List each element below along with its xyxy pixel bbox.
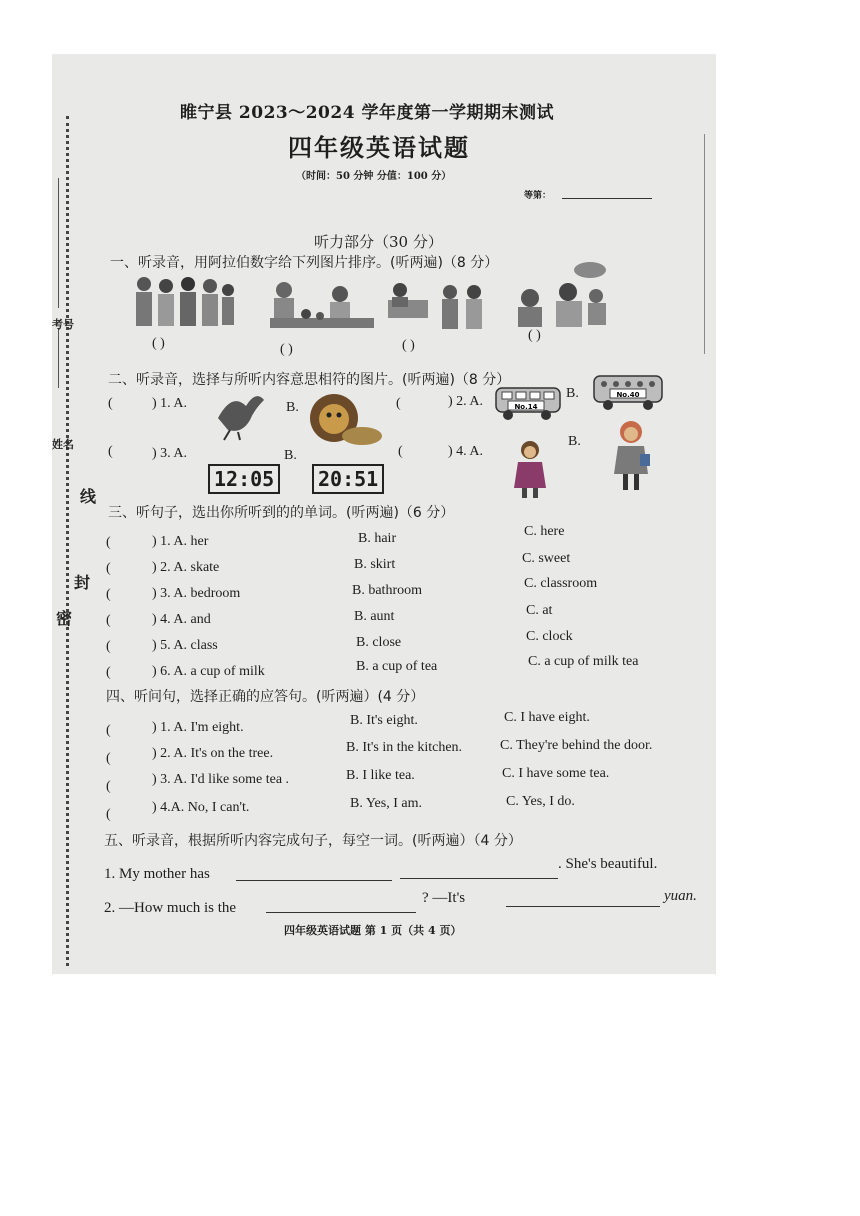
answer-paren[interactable]: ( [106,561,111,576]
option-a: ) 4.A. No, I can't. [152,800,250,815]
option-c: C. at [526,603,553,618]
option-label: B. [566,386,579,401]
sentence-2-middle: ? —It's [422,890,466,906]
bird-icon [212,388,268,442]
option-c: C. I have some tea. [502,766,610,781]
exam-page [52,54,716,974]
option-a: ) 1. A. I'm eight. [152,720,244,735]
option-a: ) 5. A. class [152,638,218,653]
fill-blank-2a[interactable] [266,912,416,913]
option-a: ) 3. A. I'd like some tea . [152,772,290,787]
option-a: ) 4. A. and [152,612,211,627]
section-3-title: 三、听句子，选出你所听到的的单词。(听两遍)（6 分） [108,505,455,521]
answer-paren[interactable]: ( [106,723,111,738]
section-1-title: 一、听录音，用阿拉伯数字给下列图片排序。(听两遍)（8 分） [110,255,499,271]
answer-blank-4[interactable]: ( ) [528,328,541,343]
answer-paren[interactable]: ( [108,444,113,459]
option-a: ) 2. A. It's on the tree. [152,746,274,761]
bus-b-number: No.40 [616,391,640,399]
score-label: 等第： [524,191,552,201]
margin-label-seal: 封 [74,573,91,592]
option-b: B. close [356,635,402,650]
lion-icon [304,392,382,448]
sentence-1-start: 1. My mother has [104,866,210,882]
option-a: ) 6. A. a cup of milk [152,664,265,679]
option-label: B. [284,448,297,463]
picture-1-people-icon [130,272,236,330]
clock-b-display: 20:51 [312,464,384,494]
option-b: B. I like tea. [346,768,415,783]
answer-paren[interactable]: ( [106,639,111,654]
answer-blank-3[interactable]: ( ) [402,338,415,353]
answer-paren[interactable]: ( [106,535,111,550]
answer-paren[interactable]: ( [106,613,111,628]
option-b: B. a cup of tea [356,659,438,674]
answer-blank-1[interactable]: ( ) [152,336,165,351]
question-number: ) 3. A. [152,446,187,461]
sentence-2-end: yuan. [664,888,697,904]
option-a: ) 1. A. her [152,534,209,549]
answer-paren[interactable]: ( [106,779,111,794]
sentence-2-start: 2. —How much is the [104,900,237,916]
option-label: B. [286,400,299,415]
picture-3-shop-icon [386,280,494,332]
girl-a-icon [510,438,550,500]
option-c: C. here [524,524,565,539]
margin-label-name: 姓名 [52,438,74,451]
option-b: B. It's in the kitchen. [346,740,463,755]
option-c: C. sweet [522,551,571,566]
clock-a-display: 12:05 [208,464,280,494]
exam-info: （时间：50 分钟 分值：100 分） [296,171,452,182]
bus-b-icon [590,372,666,414]
binding-rule [58,178,59,308]
answer-paren[interactable]: ( [108,396,113,411]
option-b: B. aunt [354,609,395,624]
answer-paren[interactable]: ( [106,807,111,822]
question-number: ) 4. A. [448,444,483,459]
answer-paren[interactable]: ( [106,665,111,680]
option-a: ) 3. A. bedroom [152,586,241,601]
option-c: C. clock [526,629,573,644]
answer-paren[interactable]: ( [106,751,111,766]
section-2-title: 二、听录音，选择与所听内容意思相符的图片。(听两遍)（8 分） [108,372,511,388]
option-b: B. hair [358,531,397,546]
option-c: C. I have eight. [504,710,590,725]
fill-blank-1a[interactable] [236,880,392,881]
question-number: ) 2. A. [448,394,483,409]
score-blank[interactable] [562,198,652,199]
answer-paren[interactable]: ( [398,444,403,459]
binding-rule [58,328,59,388]
margin-label-secret: 密 [56,609,73,628]
fill-blank-2b[interactable] [506,906,660,907]
option-c: C. They're behind the door. [500,738,653,753]
option-c: C. Yes, I do. [506,794,575,809]
girl-b-icon [610,418,652,494]
option-a: ) 2. A. skate [152,560,220,575]
option-b: B. Yes, I am. [350,796,422,811]
fill-blank-1b[interactable] [400,878,558,879]
sentence-1-end: . She's beautiful. [558,856,658,872]
option-c: C. a cup of milk tea [528,654,639,669]
bus-a-icon [492,384,564,424]
picture-2-picnic-icon [266,280,378,332]
page-footer: 四年级英语试题 第 1 页（共 4 页） [284,924,462,937]
answer-paren[interactable]: ( [106,587,111,602]
exam-subject: 四年级英语试题 [288,133,470,162]
exam-title: 睢宁县 2023～2024 学年度第一学期期末测试 [180,103,554,123]
answer-paren[interactable]: ( [396,396,401,411]
section-4-title: 四、听问句，选择正确的应答句。(听两遍）(4 分） [106,689,425,705]
margin-label-exam-number: 考号 [52,318,74,331]
question-number: ) 1. A. [152,396,187,411]
margin-label-line: 线 [80,487,97,506]
option-label: B. [568,434,581,449]
option-b: B. It's eight. [350,713,418,728]
answer-blank-2[interactable]: ( ) [280,342,293,357]
part-title: 听力部分（30 分） [314,233,443,251]
binding-dotted-line [66,116,69,966]
section-5-title: 五、听录音，根据所听内容完成句子，每空一词。(听两遍）（4 分） [104,833,522,849]
page-edge-shadow [704,134,715,354]
option-b: B. bathroom [352,583,422,598]
option-c: C. classroom [524,576,598,591]
bus-a-number: No.14 [514,403,538,411]
option-b: B. skirt [354,557,396,572]
picture-4-restaurant-icon [512,258,612,332]
